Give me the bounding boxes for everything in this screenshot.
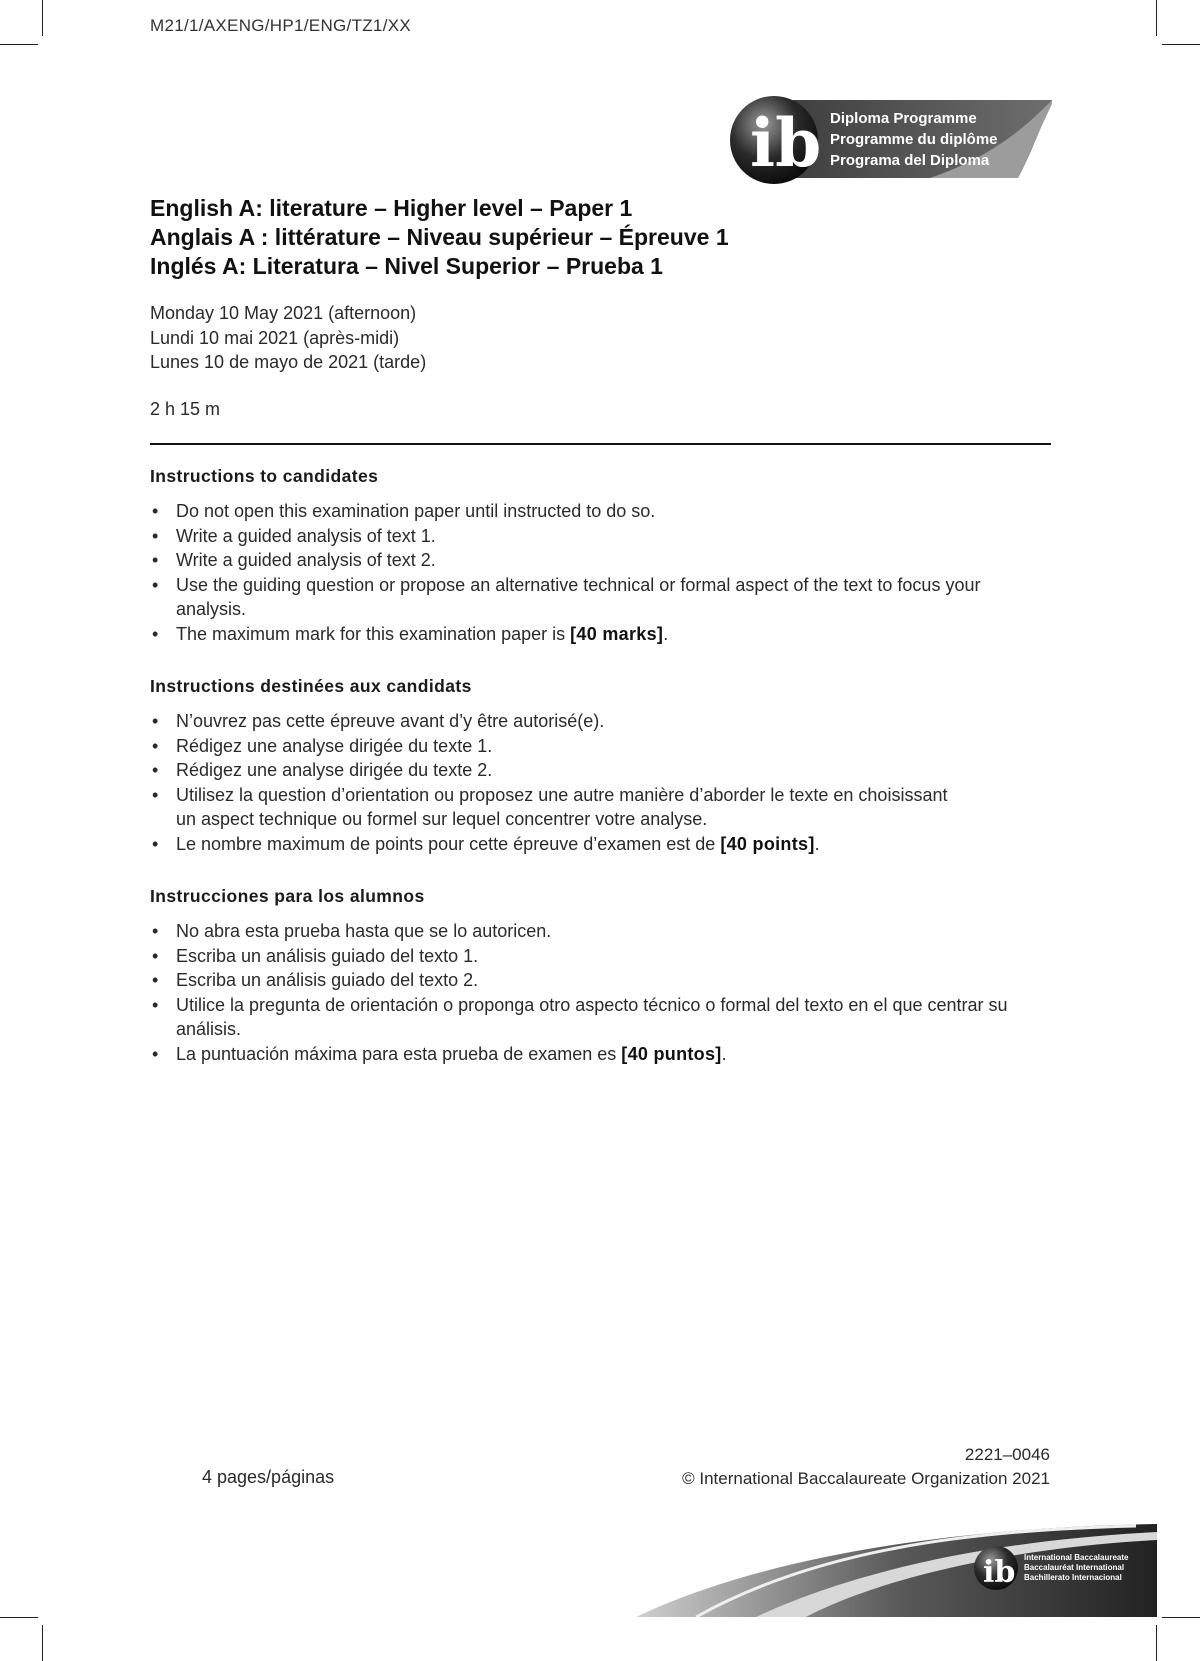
crop-mark-top-right-h <box>1162 44 1200 45</box>
crop-mark-top-left-h <box>0 44 38 45</box>
list-item: • Rédigez une analyse dirigée du texte 2. <box>152 760 493 780</box>
section-heading: Instrucciones para los alumnos <box>150 886 425 906</box>
ib-organization-logo <box>636 1520 1157 1617</box>
ib-diploma-logo <box>730 94 1052 188</box>
exam-titles <box>150 194 729 281</box>
list-item: • Escriba un análisis guiado del texto 1. <box>152 945 479 966</box>
title-spanish: Inglés A: Literatura – Nivel Superior – Prueba 1 <box>150 253 663 279</box>
logo-line-2: Programme du diplôme <box>830 131 998 148</box>
title-english: English A: literature – Higher level – Paper 1 <box>150 195 633 221</box>
list-item: • Utilice la pregunta de orientación o proponga otro aspecto técnico o formal del texto en el que centrar su análisis. <box>152 994 1008 1039</box>
list-item: • Escriba un análisis guiado del texto 2. <box>152 970 479 990</box>
section-heading: Instructions to candidates <box>150 466 379 486</box>
crop-mark-bottom-left-h <box>0 1617 38 1618</box>
org-logo-line-1: International Baccalaureate <box>1024 1553 1129 1562</box>
date-spanish: Lunes 10 de mayo de 2021 (tarde) <box>150 352 427 372</box>
divider-rule <box>150 443 1051 445</box>
svg-text:ib: ib <box>983 1555 1016 1590</box>
crop-mark-bottom-right-h <box>1162 1617 1200 1618</box>
section-heading: Instructions destinées aux candidats <box>150 676 472 696</box>
org-logo-line-2: Baccalauréat International <box>1024 1563 1125 1572</box>
instructions-english <box>150 466 1055 646</box>
logo-line-3: Programa del Diploma <box>830 152 990 169</box>
footer-info <box>682 1443 1050 1491</box>
list-item: • Rédigez une analyse dirigée du texte 1. <box>152 735 493 756</box>
org-logo-line-3: Bachillerato Internacional <box>1024 1573 1122 1582</box>
copyright: © International Baccalaureate Organization 2021 <box>682 1469 1050 1488</box>
list-item: • Write a guided analysis of text 2. <box>152 550 436 570</box>
title-french: Anglais A : littérature – Niveau supérieur – Épreuve 1 <box>150 224 729 250</box>
list-item: • Do not open this examination paper until instructed to do so. <box>152 501 656 521</box>
paper-code: M21/1/AXENG/HP1/ENG/TZ1/XX <box>150 16 411 35</box>
svg-text:ib: ib <box>750 104 822 182</box>
list-item: • Use the guiding question or propose an alternative technical or formal aspect of the text to focus your analysis. <box>152 574 981 619</box>
list-item: • Le nombre maximum de points pour cette épreuve d’examen est de [40 points]. <box>152 833 820 854</box>
crop-mark-bottom-right <box>1156 1625 1157 1661</box>
document-code: 2221–0046 <box>964 1445 1050 1464</box>
crop-mark-top-left <box>42 0 43 36</box>
list-item: • Utilisez la question d’orientation ou proposez une autre manière d’aborder le texte en choisissant un aspect technique ou formel sur lequel concentrer votre analyse. <box>152 784 948 829</box>
list-item: • N’ouvrez pas cette épreuve avant d’y être autorisé(e). <box>152 711 605 731</box>
list-item: • The maximum mark for this examination paper is [40 marks]. <box>152 623 669 644</box>
exam-dates <box>150 301 426 375</box>
exam-duration: 2 h 15 m <box>150 399 221 419</box>
date-french: Lundi 10 mai 2021 (après-midi) <box>150 327 400 348</box>
crop-mark-bottom-left <box>42 1625 43 1661</box>
date-english: Monday 10 May 2021 (afternoon) <box>150 303 417 323</box>
instructions-spanish <box>150 886 1055 1066</box>
page-count: 4 pages/páginas <box>202 1467 335 1487</box>
list-item: • No abra esta prueba hasta que se lo autoricen. <box>152 921 552 941</box>
logo-line-1: Diploma Programme <box>830 110 977 127</box>
crop-mark-top-right <box>1156 0 1157 36</box>
list-item: • Write a guided analysis of text 1. <box>152 525 436 546</box>
list-item: • La puntuación máxima para esta prueba de examen es [40 puntos]. <box>152 1043 727 1064</box>
instructions-french <box>150 676 1055 856</box>
